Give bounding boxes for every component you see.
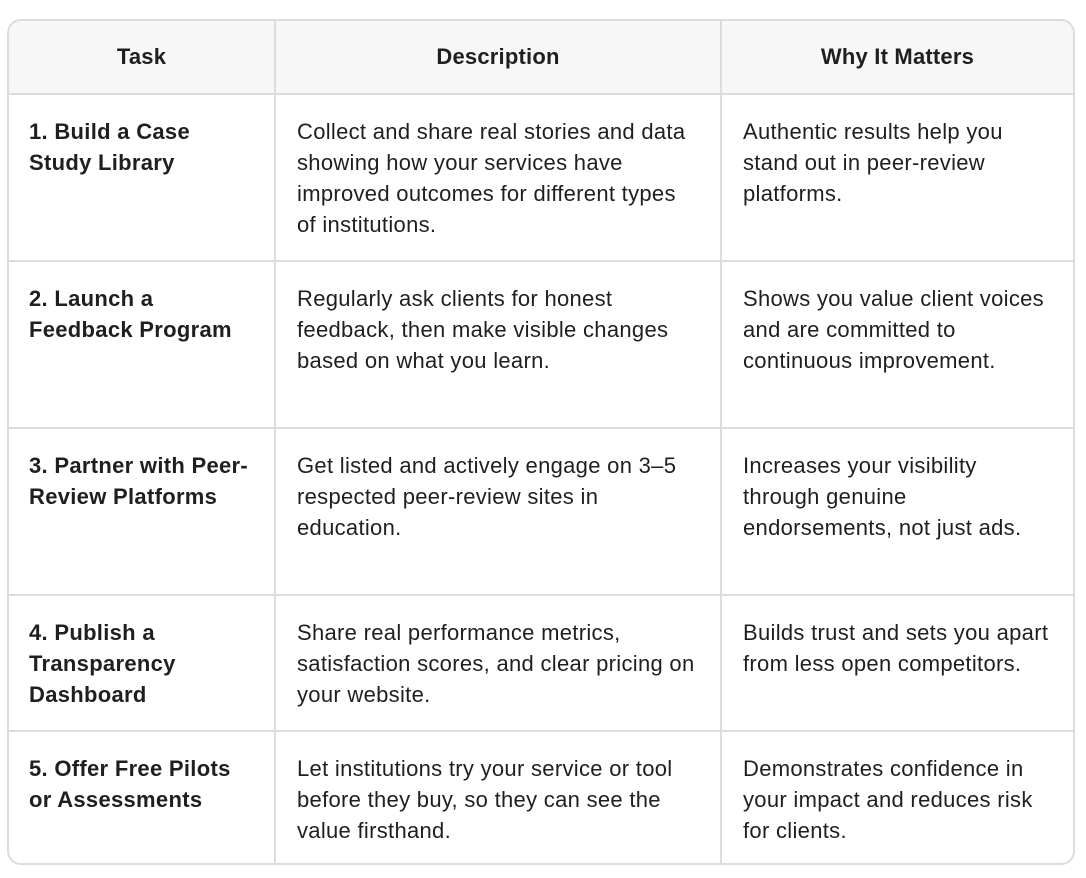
table-row	[9, 428, 1073, 595]
tasks-table-container	[7, 19, 1075, 865]
description-cell: Share real performance metrics, satisfaction scores, and clear pricing on your website.	[275, 595, 721, 731]
task-cell: 1. Build a Case Study Library	[9, 94, 275, 261]
header-why-it-matters: Why It Matters	[721, 21, 1073, 94]
description-cell: Regularly ask clients for honest feedback, then make visible changes based on what you learn.	[275, 261, 721, 428]
description-cell: Let institutions try your service or tool before they buy, so they can see the value firsthand.	[275, 731, 721, 863]
description-cell: Get listed and actively engage on 3–5 respected peer-review sites in education.	[275, 428, 721, 595]
tasks-table	[9, 21, 1073, 863]
table-header	[9, 21, 1073, 94]
table-row	[9, 261, 1073, 428]
header-description: Description	[275, 21, 721, 94]
table-row	[9, 94, 1073, 261]
table-row	[9, 731, 1073, 863]
description-cell: Collect and share real stories and data showing how your services have improved outcomes for different types of institutions.	[275, 94, 721, 261]
task-cell: 5. Offer Free Pilots or Assessments	[9, 731, 275, 863]
why-cell: Authentic results help you stand out in peer-review platforms.	[721, 94, 1073, 261]
why-cell: Increases your visibility through genuine endorsements, not just ads.	[721, 428, 1073, 595]
table-row	[9, 595, 1073, 731]
why-cell: Builds trust and sets you apart from less open competitors.	[721, 595, 1073, 731]
task-cell: 4. Publish a Transparency Dashboard	[9, 595, 275, 731]
header-row	[9, 21, 1073, 94]
task-cell: 3. Partner with Peer-Review Platforms	[9, 428, 275, 595]
task-cell: 2. Launch a Feedback Program	[9, 261, 275, 428]
why-cell: Shows you value client voices and are committed to continuous improvement.	[721, 261, 1073, 428]
table-body	[9, 94, 1073, 863]
header-task: Task	[9, 21, 275, 94]
why-cell: Demonstrates confidence in your impact and reduces risk for clients.	[743, 756, 1033, 843]
